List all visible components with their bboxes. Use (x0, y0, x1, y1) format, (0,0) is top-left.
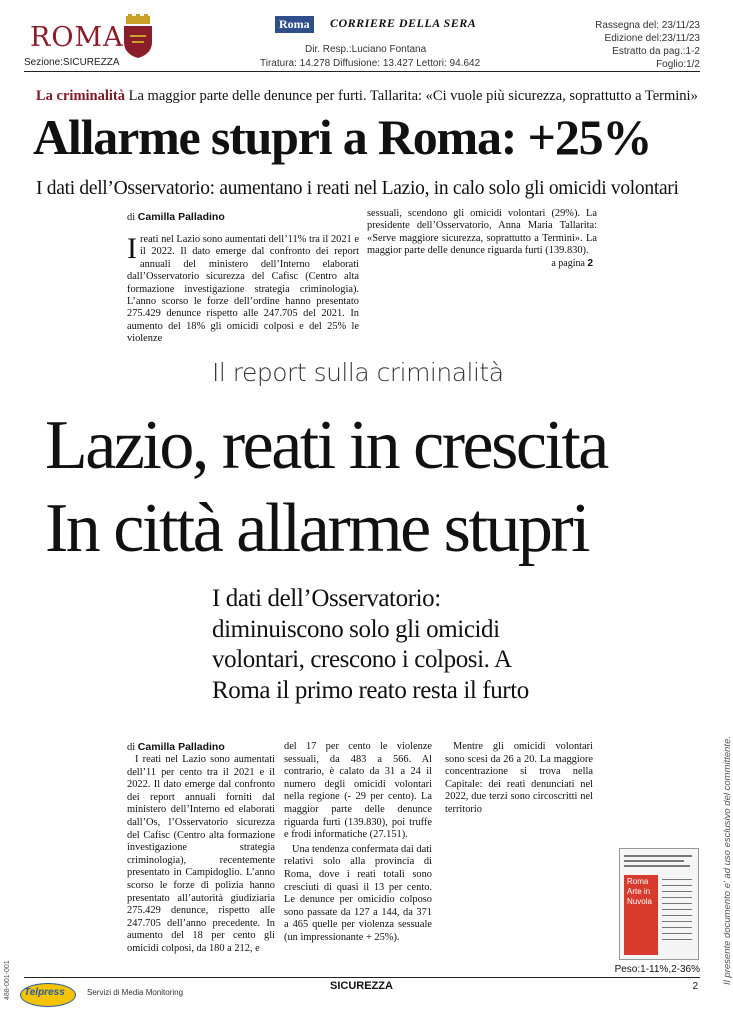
paper-edition-badge: Roma (275, 16, 314, 33)
top-kicker-text: La maggior parte delle denunce per furti. Tallarita: «Ci vuole più sicurezza, soprattutto a Termini» (125, 88, 698, 104)
thumb-line (662, 891, 692, 892)
logo-roma: ROMA (30, 22, 124, 53)
main-headline-line-1: Lazio, reati in crescita (45, 407, 607, 484)
thumb-line (662, 921, 692, 922)
director-line: Dir. Resp.:Luciano Fontana (305, 44, 427, 55)
thumb-line (662, 933, 692, 934)
main-byline (127, 741, 225, 753)
main-col2-paragraph-2: Una tendenza confermata dai dati relativi solo alla provincia di Roma, dove i reati totali sono cresciuti di quasi il 13 per cento. Le denunce per omicidio colposo sono passate da 127 a 144, da 371 a 465 quelle per violenza sessuale (un impressionante + 25%). (284, 843, 432, 943)
byline-prefix: di (127, 212, 138, 223)
thumb-line (624, 855, 692, 857)
meta-edition-date: Edizione del:23/11/23 (604, 33, 700, 44)
main-deck: I dati dell’Osservatorio: diminuiscono solo gli omicidi volontari, crescono i colposi. A Roma il primo reato resta il furto (212, 585, 529, 704)
page-ref-prefix: a pagina (551, 257, 588, 269)
top-col2-text: sessuali, scendono gli omicidi volontari (29%). La presidente dell’Osservatorio, Anna Maria Tallarita: «Serve maggiore sicurezza, soprattutto a Termini». La maggior parte delle denunce riguarda furti (139.830). (367, 208, 597, 257)
section-label: Sezione:SICUREZZA (24, 57, 120, 68)
byline-author: Camilla Palladino (137, 211, 225, 223)
main-article-column-2 (284, 741, 432, 945)
top-col1-text: reati nel Lazio sono aumentati dell’11% tra il 2021 e il 2022. Il dato emerge dal confronto dei report annuali del ministero dell’Interno elaborati dall’Osservatorio sicurezza del Cafisc (Centro alta formazione investigazione strategia criminologia). L’anno scorso le forze dell’ordine hanno presentato 275.429 denunce rispetto alle 247.705 del 2021. In aumento del 18% gli omicidi colposi e del 25% le violenze (127, 234, 359, 345)
telpress-logo-text: Telpress (24, 987, 65, 998)
meta-review-date: Rassegna del: 23/11/23 (595, 20, 700, 31)
side-disclaimer (708, 736, 733, 986)
top-byline (127, 211, 225, 223)
main-article-column-3: Mentre gli omicidi volontari sono scesi da 26 a 20. La maggiore concentrazione si trova nella Capitale: dei reati denunciati nel 2022, due terzi sono circoscritti nel territorio (445, 741, 593, 815)
footer-page-number: 2 (692, 981, 698, 992)
header-divider (24, 71, 700, 72)
thumb-ad-text: Roma Arte in Nuvola (627, 877, 652, 906)
main-col2-paragraph-1: del 17 per cento le violenze sessuali, da 483 a 566. Al contrario, è calato da 31 a 24 il numero degli omicidi volontari nella regione (- 29 per cento). La maggior parte delle denunce riguarda furti (139.830), poi truffe e frodi informatiche (27.151). (284, 741, 432, 841)
main-article-column-1: I reati nel Lazio sono aumentati dell’11 per cento tra il 2021 e il 2022. Il dato emerge dal confronto dei report annuali forniti dal ministero dell’Interno ed elaborati dall’Os, l’Osservatorio sicurezza del Cafisc (Centro alta formazione investigazione strategia criminologia), recentemente presentato in Campidoglio. L’anno scorso le forze di polizia hanno presentato all’autorità giudiziaria 275.429 denunce, rispetto alle 247.705 dell’anno precedente. In aumento del 18 per cento gli omicidi colposi, da 180 a 212, e (127, 754, 275, 954)
footer-divider (24, 977, 700, 978)
thumb-ad-block (624, 875, 658, 955)
meta-extract-pages: Estratto da pag.:1-2 (612, 46, 700, 57)
top-article-column-2 (367, 208, 597, 270)
paper-name: CORRIERE DELLA SERA (330, 16, 477, 30)
dropcap: I (127, 232, 137, 265)
thumb-line (662, 915, 692, 916)
circulation-line: Tiratura: 14.278 Diffusione: 13.427 Lettori: 94.642 (260, 58, 481, 69)
page-thumbnail[interactable] (619, 848, 699, 960)
thumb-line (624, 865, 690, 867)
thumb-line (662, 909, 692, 910)
thumb-line (662, 903, 692, 904)
rome-crest-icon (120, 14, 156, 58)
thumb-line (662, 897, 692, 898)
side-code (4, 940, 14, 1000)
top-headline: Allarme stupri a Roma: +25% (33, 109, 652, 165)
side-code-text: 488-001-001 (4, 960, 11, 1000)
footer-service: Servizi di Media Monitoring (87, 988, 184, 997)
page-ref-number: 2 (587, 257, 593, 269)
thumb-line (662, 939, 692, 940)
top-kicker (36, 88, 698, 105)
main-headline-line-2: In città allarme stupri (45, 490, 589, 567)
side-disclaimer-text: Il presente documento e' ad uso esclusivo del committente. (722, 736, 733, 985)
footer-section: SICUREZZA (330, 980, 393, 992)
page-reference (551, 258, 593, 270)
main-kicker: Il report sulla criminalità (212, 358, 504, 387)
thumb-line (662, 879, 692, 880)
thumb-line (624, 860, 684, 862)
top-kicker-label: La criminalità (36, 88, 126, 104)
byline-author: Camilla Palladino (137, 741, 225, 753)
byline-prefix: di (127, 742, 138, 753)
top-subhead: I dati dell’Osservatorio: aumentano i reati nel Lazio, in calo solo gli omicidi volontari (36, 178, 679, 199)
thumb-line (662, 927, 692, 928)
meta-sheet: Foglio:1/2 (656, 59, 700, 70)
top-article-column-1 (127, 234, 359, 346)
thumb-line (662, 885, 692, 886)
weight-label: Peso:1-11%,2-36% (614, 964, 700, 975)
